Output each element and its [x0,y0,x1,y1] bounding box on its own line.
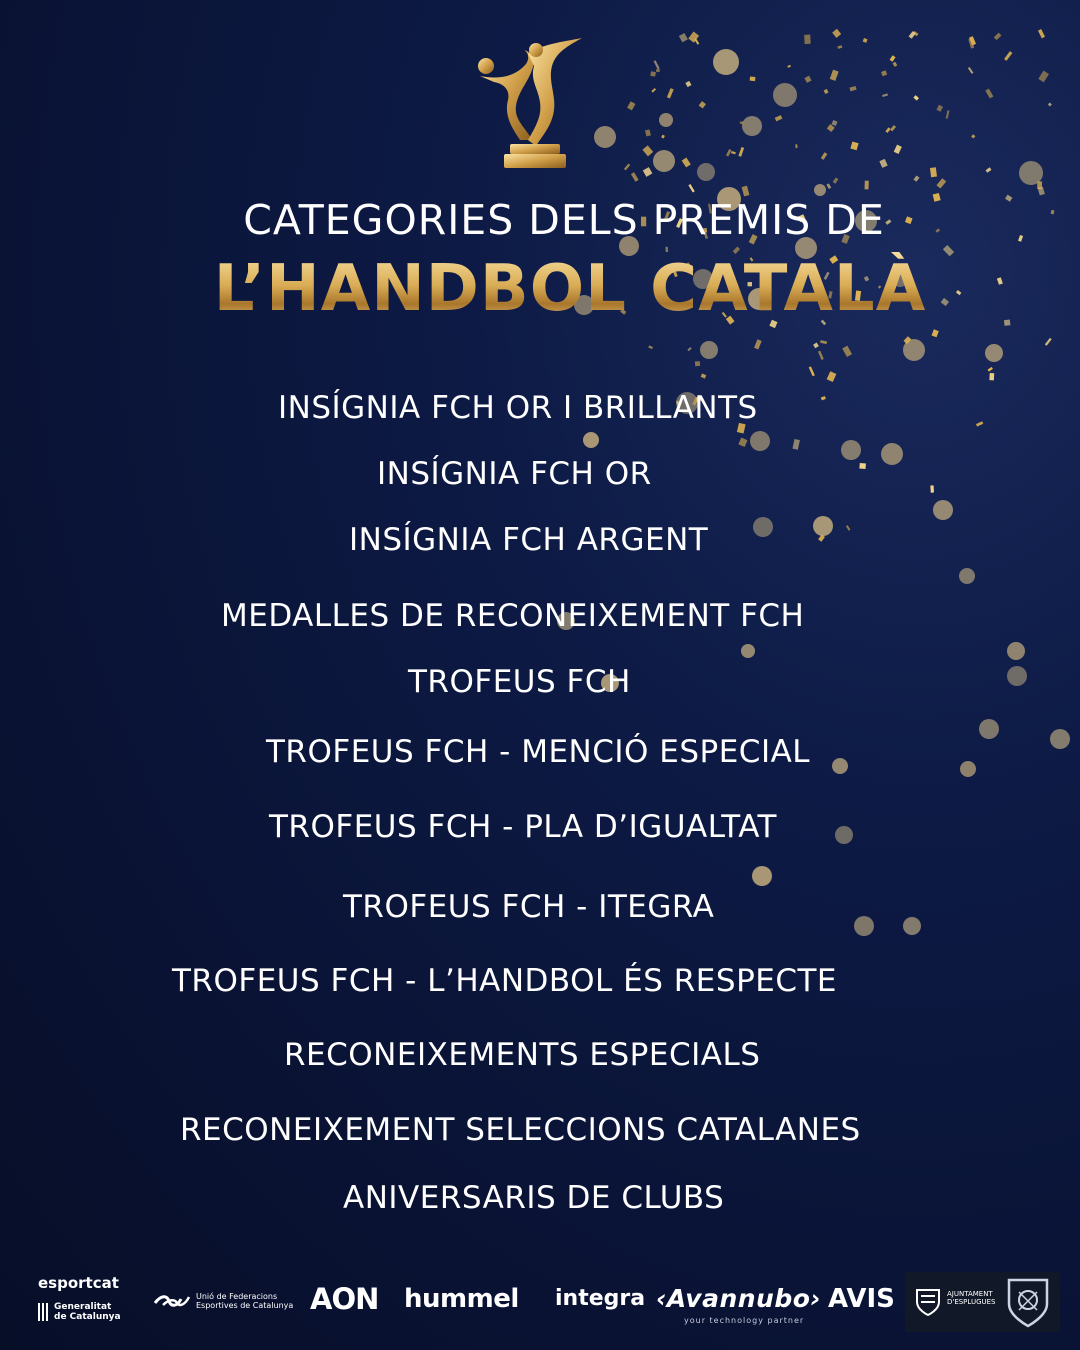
gold-flake [821,396,826,400]
club-crest-icon [1005,1276,1051,1328]
gold-flake [826,183,831,189]
bokeh-dot [979,719,999,739]
trophy-icon [470,36,595,172]
gold-flake [731,151,736,154]
gold-flake [738,147,744,157]
bokeh-dot [742,116,762,136]
category-item: ANIVERSARIS DE CLUBS [343,1180,725,1216]
gold-flake [624,163,630,170]
gold-flake [685,81,691,87]
category-item: INSÍGNIA FCH OR I BRILLANTS [278,390,758,426]
gold-flake [989,373,994,380]
gold-flake [827,371,837,382]
gold-flake [994,33,1002,41]
gold-flake [968,67,974,74]
gold-flake [804,35,811,45]
bokeh-dot [1050,729,1070,749]
bokeh-dot [752,866,772,886]
gold-flake [645,129,651,136]
gold-flake [885,127,890,133]
gold-flake [988,367,993,372]
hummel-logo: hummel [404,1284,519,1314]
gold-flake [1038,71,1049,83]
category-item: TROFEUS FCH - MENCIÓ ESPECIAL [266,734,811,770]
ufec-mark-icon [153,1293,191,1309]
avis-logo: AVIS [828,1284,895,1314]
gold-flake [937,105,943,112]
gold-flake [837,45,842,49]
gold-flake [813,342,819,348]
integra-logo: integra [555,1286,646,1311]
bokeh-dot [594,126,616,148]
gold-flake [742,186,750,197]
category-item: RECONEIXEMENT SELECCIONS CATALANES [180,1112,861,1148]
gold-flake [913,175,919,181]
gold-flake [930,167,937,177]
ufec-line-1: Unió de Federacions [196,1292,278,1301]
category-item: MEDALLES DE RECONEIXEMENT FCH [221,598,805,634]
ufec-line-2: Esportives de Catalunya [196,1301,294,1310]
gold-flake [879,159,887,168]
gold-flake [827,124,835,132]
gold-flake [627,101,635,110]
gold-flake [687,347,691,351]
gold-flake [832,29,841,38]
generalitat-line-1: Generalitat [54,1302,112,1312]
gold-flake [792,439,799,450]
bokeh-dot [814,184,826,196]
generalitat-line-2: de Catalunya [54,1312,121,1322]
gold-flake [726,149,731,157]
gold-flake [1037,181,1042,189]
gold-flake [1038,29,1045,38]
gold-flake [809,366,815,376]
gold-flake [740,122,743,124]
category-item: TROFEUS FCH - L’HANDBOL ÉS RESPECTE [172,963,838,999]
gold-flake [821,152,828,160]
gold-flake [849,86,856,91]
gold-flake [820,340,827,344]
gold-flake [1004,51,1012,61]
gold-flake [846,525,851,531]
gold-flake [932,329,939,337]
category-item: TROFEUS FCH [408,664,631,700]
gold-flake [787,65,791,68]
gold-flake [656,69,660,72]
bokeh-dot [583,432,599,448]
bokeh-dot [985,344,1003,362]
gold-flake [701,373,707,378]
esplugues-line-2: D'ESPLUGUES [947,1298,996,1306]
heading-line-1: CATEGORIES DELS PREMIS DE [243,196,885,244]
aon-logo: AON [310,1282,379,1316]
gold-flake [832,120,838,126]
bokeh-dot [653,150,675,172]
generalitat-bars-icon [38,1303,50,1321]
bokeh-dot [835,826,853,844]
gold-flake [894,145,902,154]
gold-flake [971,134,975,138]
bokeh-dot [960,761,976,777]
gold-flake [976,421,983,426]
gold-flake [775,115,783,121]
gold-flake [695,361,700,366]
gold-flake [863,38,868,43]
gold-flake [850,141,858,150]
bokeh-dot [841,440,861,460]
gold-flake [682,158,691,168]
gold-flake [882,93,888,97]
gold-flake [930,485,934,492]
gold-flake [986,167,992,172]
generalitat-logo [38,1302,121,1322]
gold-flake [946,110,950,119]
bokeh-dot [959,568,975,584]
avannubo-logo: ‹Avannubo› [656,1284,822,1313]
bokeh-dot [832,758,848,774]
bokeh-dot [700,341,718,359]
gold-flake [648,345,653,349]
gold-flake [804,76,811,83]
gold-flake [833,177,839,183]
bokeh-dot [933,500,953,520]
sponsor-bar [0,1262,1080,1342]
bokeh-dot [773,83,797,107]
gold-flake [1048,103,1052,107]
category-item: RECONEIXEMENTS ESPECIALS [284,1037,761,1073]
category-item: INSÍGNIA FCH ARGENT [349,522,709,558]
gold-flake [699,101,706,108]
bokeh-dot [1019,161,1043,185]
bokeh-dot [854,916,874,936]
gold-flake [688,184,694,193]
bokeh-dot [750,431,770,451]
gold-flake [631,172,639,182]
gold-flake [818,351,824,360]
avannubo-tagline: your technology partner [684,1316,805,1325]
bokeh-dot [741,644,755,658]
bokeh-dot [697,163,715,181]
esplugues-line-1: AJUNTAMENT [947,1290,993,1298]
gold-flake [679,33,688,42]
bokeh-dot [659,113,673,127]
gold-flake [642,145,653,156]
gold-flake [654,60,660,69]
bokeh-dot [713,49,739,75]
gold-flake [936,178,946,188]
esplugues-text [947,1290,996,1306]
gold-flake [651,88,656,93]
gold-flake [650,71,656,76]
gold-flake [667,88,674,98]
bokeh-dot [753,517,773,537]
gold-flake [661,135,665,139]
gold-flake [842,346,852,357]
bokeh-dot [813,516,833,536]
gold-flake [1045,338,1052,346]
gold-flake [893,62,898,67]
category-item: INSÍGNIA FCH OR [377,456,652,492]
bokeh-dot [881,443,903,465]
gold-flake [795,144,798,148]
gold-flake [881,70,887,76]
esplugues-shield-icon [915,1286,941,1316]
gold-flake [643,167,653,177]
gold-flake [859,463,866,469]
gold-flake [830,70,839,81]
heading-line-2: L’HANDBOL CATALÀ [0,252,1080,326]
gold-flake [824,89,829,94]
bokeh-dot [903,917,921,935]
gold-flake [890,125,896,131]
esportcat-logo: esportcat [38,1274,119,1292]
bokeh-dot [1007,642,1025,660]
category-item: TROFEUS FCH - PLA D’IGUALTAT [269,809,777,845]
category-item: TROFEUS FCH - ITEGRA [343,889,715,925]
gold-flake [913,95,919,101]
gold-flake [985,89,993,99]
bokeh-dot [1007,666,1027,686]
gold-flake [750,77,756,82]
gold-flake [890,55,896,61]
gold-flake [865,181,869,190]
ufec-logo [153,1292,293,1310]
gold-flake [738,438,747,447]
gold-flake [754,339,762,349]
